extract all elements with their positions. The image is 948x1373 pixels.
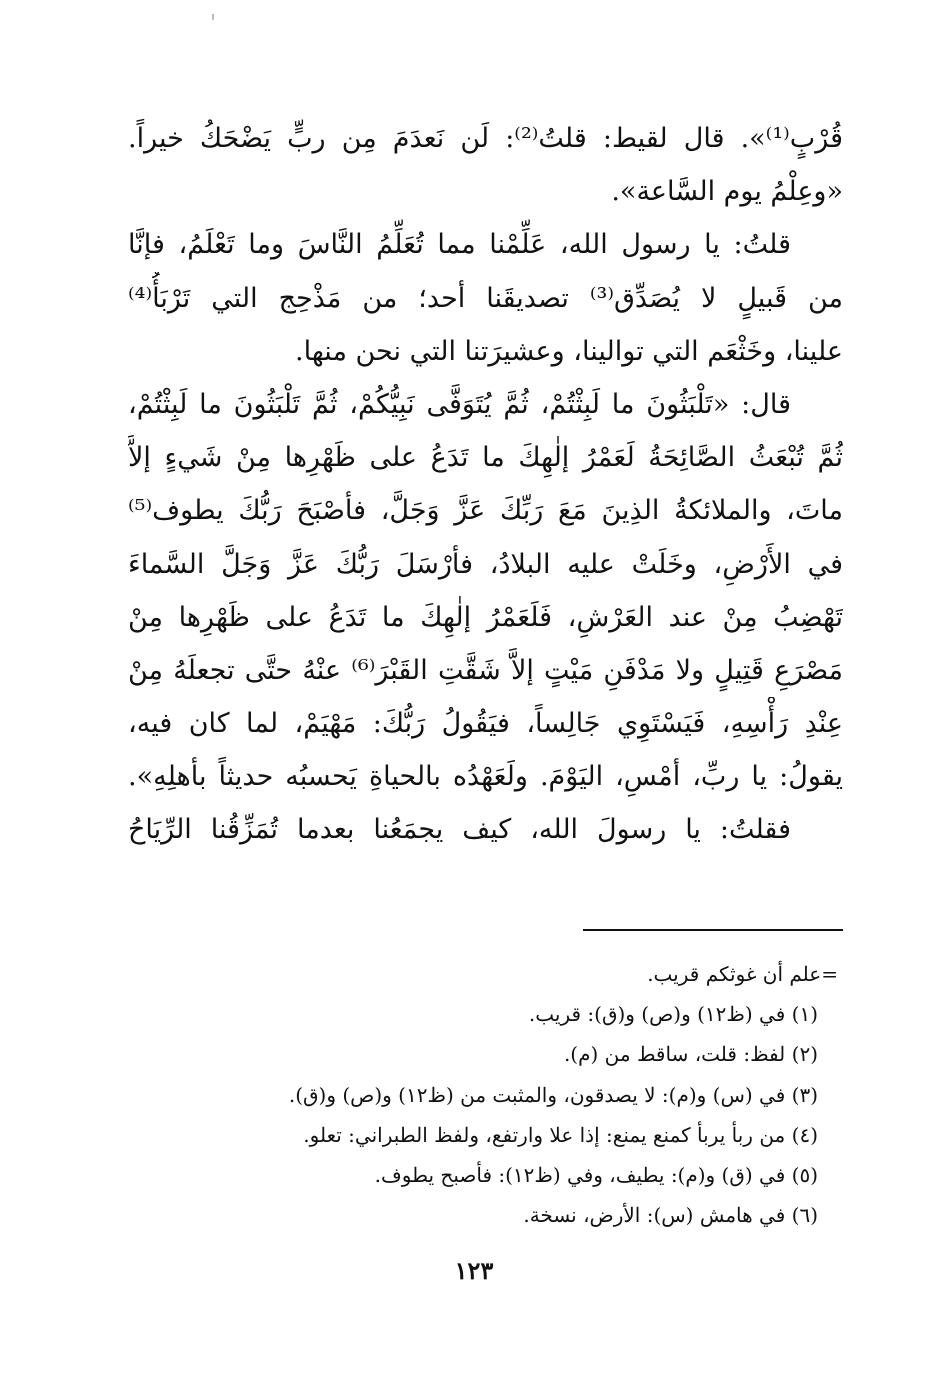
main-text-line: من قَبيلٍ لا يُصَدِّق⁽³⁾ تصديقَنا أحد؛ من مَذْحِج التي تَرْبَأُ⁽⁴⁾ [128,282,843,314]
main-text-line: قال: «تَلْبَثُونَ ما لَبِثْتُمْ، ثُمَّ يُتَوَفَّى نَبِيُّكُمْ، ثُمَّ تَلْبَثُونَ ما لَبِثْتُمْ، [128,388,791,420]
main-text-line: ثُمَّ تُبْعَثُ الصَّائِحَةُ لَعَمْرُ إلٰهِكَ ما تَدَعُ على ظَهْرِها مِنْ شَيءٍ إلاَّ [128,442,843,474]
main-text-line: ماتَ، والملائكةُ الذِينَ مَعَ رَبِّكَ عَزَّ وَجَلَّ، فأصْبَحَ رَبُّكَ يطوف⁽⁵⁾ [128,495,843,527]
main-text-line: «وعِلْمُ يوم السَّاعة». [611,176,843,208]
footnote-item: (٣) في (س) و(م): لا يصدقون، والمثبت من (ظ١٢) و(ص) و(ق). [288,1082,818,1107]
main-text-line: عِنْدِ رَأْسِهِ، فَيَسْتَوِي جَالِساً، فيَقُولُ رَبُّكَ: مَهْيَمْ، لما كان فيه، [128,708,843,740]
footnote-item: (١) في (ظ١٢) و(ص) و(ق): قريب. [528,1002,818,1027]
footnotes-block [150,954,838,1235]
page-number: ١٢٣ [454,1256,494,1285]
footnote-separator-rule [583,929,843,931]
main-text-line: مَصْرَعِ قَتِيلٍ ولا مَدْفَنِ مَيْتٍ إلاَّ شَقَّتِ القَبْرَ⁽⁶⁾ عنْهُ حتَّى تجعلَهُ مِنْ [128,654,843,686]
main-text-line: قُرْبٍ⁽¹⁾». قال لقيط: قلتُ⁽²⁾: لَن نَعدَمَ مِن ربٍّ يَضْحَكُ خيراً. [128,123,843,154]
main-text-line: قلتُ: يا رسول الله، عَلِّمْنا مما تُعَلِّمُ النَّاسَ وما تَعْلَمُ، فإنَّا [128,229,791,261]
footnote-item: (٦) في هامش (س): الأرض، نسخة. [523,1203,818,1228]
main-text-block [128,112,843,857]
footnote-item: (٢) لفظ: قلت، ساقط من (م). [563,1042,818,1067]
scan-artifact-mark [212,14,214,20]
main-text-line: تَهْضِبُ مِنْ عند العَرْشِ، فَلَعَمْرُ إلٰهِكَ ما تَدَعُ على ظَهْرِها مِنْ [128,601,843,633]
main-text-line: فقلتُ: يا رسولَ الله، كيف يجمَعُنا بعدما تُمَزِّقُنا الرِّيَاحُ [128,814,791,846]
main-text-line: يقولُ: يا ربِّ، أمْسِ، اليَوْمَ. ولَعَهْدُه بالحياةِ يَحسبُه حديثاً بأهلِهِ». [128,761,843,793]
main-text-line: علينا، وخَثْعَم التي توالينا، وعشيرَتنا التي نحن منها. [295,335,843,367]
main-text-line: في الأَرْضِ، وخَلَتْ عليه البلادُ، فأرْسَلَ رَبُّكَ عَزَّ وَجَلَّ السَّماءَ [128,548,843,580]
footnote-item: (٤) من ربأ يربأ كمنع يمنع: إذا علا وارتفع، ولفظ الطبراني: تعلو. [303,1122,818,1147]
footnote-continuation: =علم أن غوثكم قريب. [647,962,838,986]
footnote-item: (٥) في (ق) و(م): يطيف، وفي (ظ١٢): فأصبح يطوف. [374,1162,818,1187]
